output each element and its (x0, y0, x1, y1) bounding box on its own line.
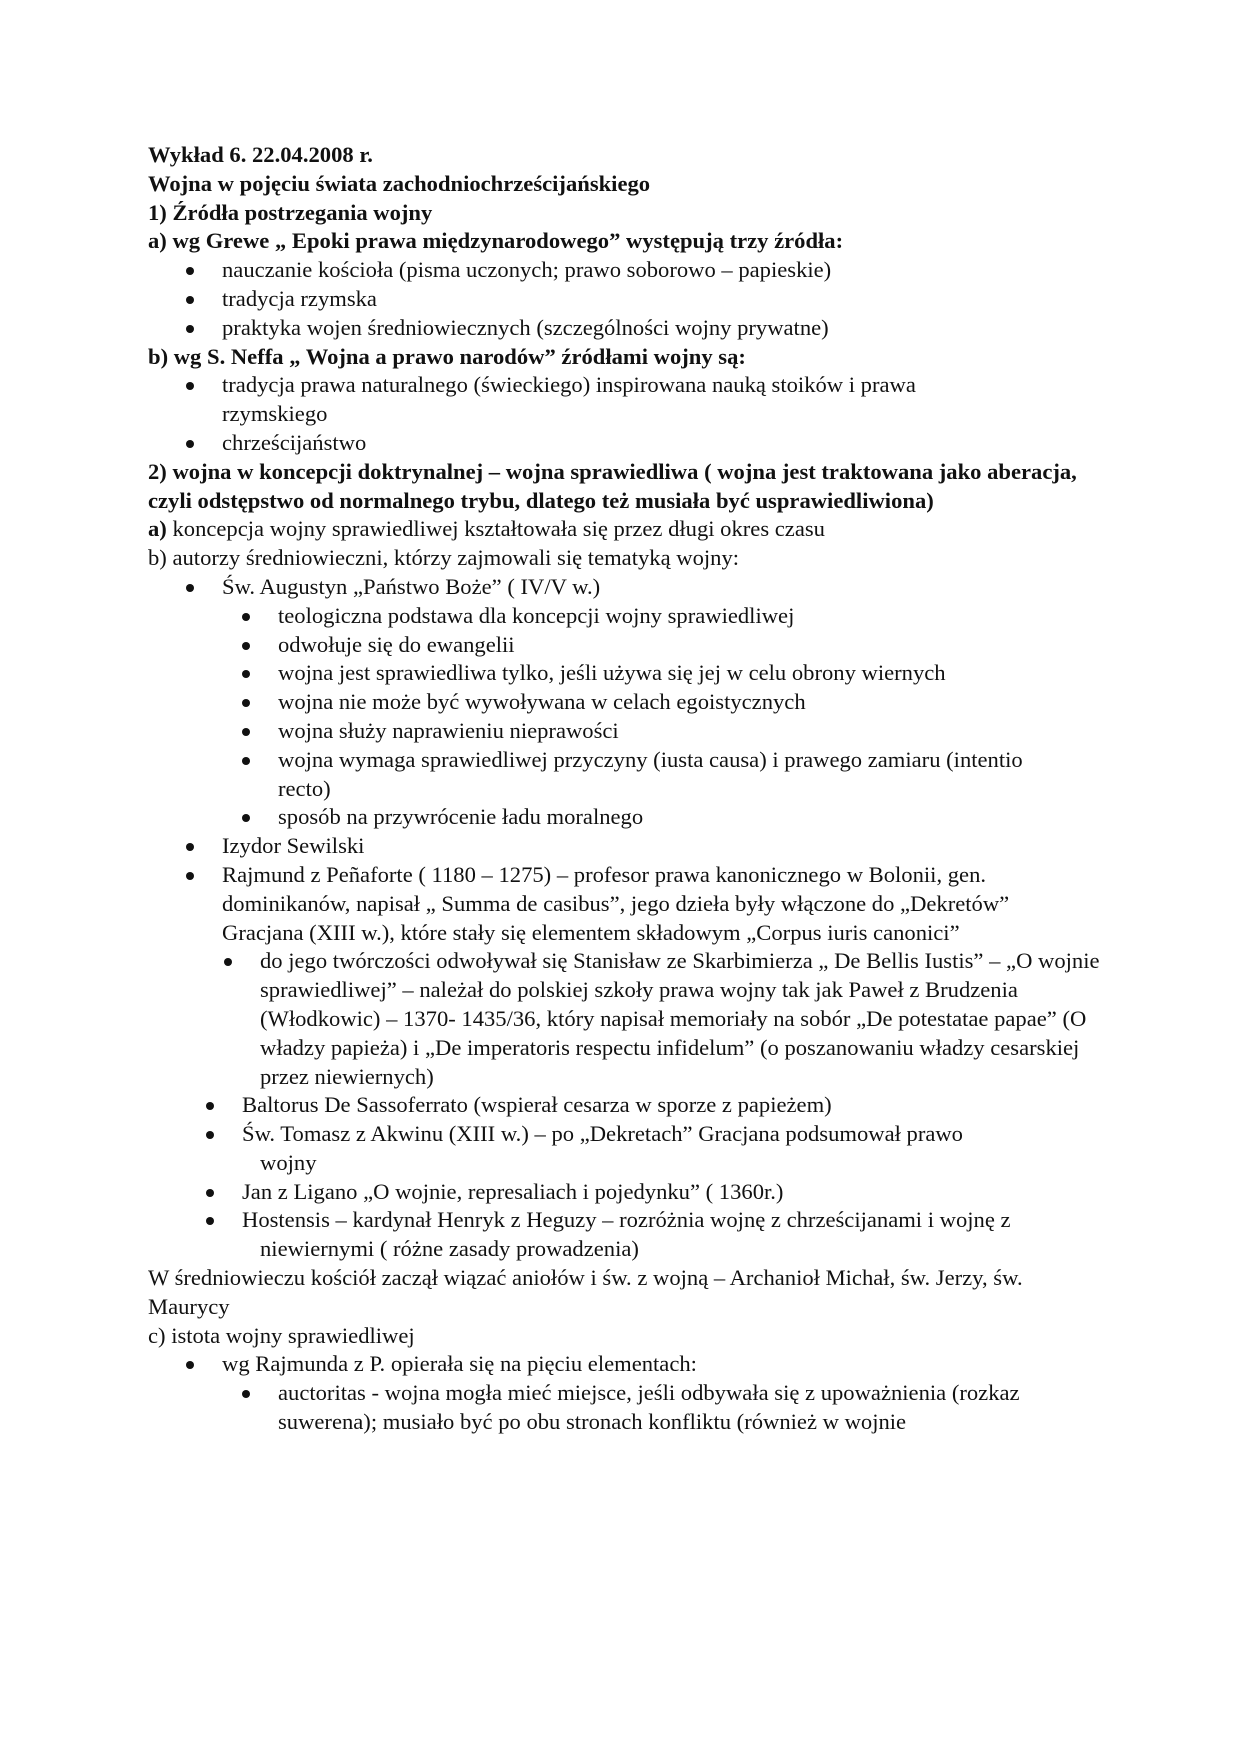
bullet-icon (242, 814, 250, 822)
list-item: wojna wymaga sprawiedliwej przyczyny (iusta causa) i prawego zamiaru (intentio recto) (148, 746, 1058, 804)
list-item-augustyn: Św. Augustyn „Państwo Boże” ( IV/V w.) (148, 573, 1088, 602)
list-item: Jan z Ligano „O wojnie, represaliach i pojedynku” ( 1360r.) (148, 1178, 1088, 1207)
list-item: wg Rajmunda z P. opierała się na pięciu elementach: (148, 1350, 1088, 1379)
bullet-icon (186, 584, 194, 592)
bullet-icon (242, 1390, 250, 1398)
bullet-icon (206, 1189, 214, 1197)
list-item: nauczanie kościoła (pisma uczonych; prawo soborowo – papieskie) (148, 256, 1100, 285)
list-item: teologiczna podstawa dla koncepcji wojny sprawiedliwej (148, 602, 1088, 631)
section-2c-text: c) istota wojny sprawiedliwej (148, 1322, 415, 1348)
section-2b-text: b) autorzy średniowieczni, którzy zajmowali się tematyką wojny: (148, 545, 740, 571)
bullet-icon (242, 670, 250, 678)
list-item-rajmund: Rajmund z Peñaforte ( 1180 – 1275) – profesor prawa kanonicznego w Bolonii, gen. dominikanów, napisał „ Summa de casibus”, jego dzieła były włączone do „Dekretów” Gracjana (XIII w.), które stały się elementem składowym „Corpus iuris canonici” (148, 861, 1088, 947)
augustyn-sublist (148, 602, 1088, 832)
section-2a-text: a) koncepcja wojny sprawiedliwej kształtowała się przez długi okres czasu (148, 516, 825, 542)
bullet-icon (186, 296, 194, 304)
list-item: wojna nie może być wywoływana w celach egoistycznych (148, 688, 1088, 717)
section-1a-heading: a) wg Grewe „ Epoki prawa międzynarodowego” występują trzy źródła: (148, 228, 844, 254)
bullet-icon (186, 872, 194, 880)
bullet-icon (186, 325, 194, 333)
bullet-icon (206, 1131, 214, 1139)
bullet-icon (186, 267, 194, 275)
lecture-subtitle: Wojna w pojęciu świata zachodniochrześcijańskiego (148, 170, 651, 196)
section-2c-sublist (148, 1379, 1088, 1437)
rajmund-sublist (148, 947, 1100, 1091)
list-item: do jego twórczości odwoływał się Stanisław ze Skarbimierza „ De Bellis Iustis” – „O wojnie sprawiedliwej” – należał do polskiej szkoły prawa wojny tak jak Paweł z Brudzenia (Włodkowic) – 1370- 1435/36, który napisał memoriały na sobór „De potestatae papae” (O władzy papieża) i „De imperatoris respectu infidelum” (o poszanowaniu władzy cesarskiej przez niewiernych) (148, 947, 1120, 1091)
section-1b-list (148, 371, 988, 457)
list-item: odwołuje się do ewangelii (148, 631, 1088, 660)
bullet-icon (186, 843, 194, 851)
list-item: Hostensis – kardynał Henryk z Heguzy – rozróżnia wojnę z chrześcijanami i wojnę z niewiernymi ( różne zasady prowadzenia) (148, 1206, 1088, 1264)
section-2c-list (148, 1350, 1088, 1436)
list-item: praktyka wojen średniowiecznych (szczególności wojny prywatne) (148, 314, 1100, 343)
lecture-title: Wykład 6. 22.04.2008 r. (148, 142, 373, 167)
section-1b-heading: b) wg S. Neffa „ Wojna a prawo narodów” źródłami wojny są: (148, 343, 746, 369)
list-item: wojna służy naprawieniu nieprawości (148, 717, 1088, 746)
authors-list (148, 573, 1100, 1264)
section-1a-list (148, 256, 1100, 342)
list-item-izydor: Izydor Sewilski (148, 832, 1088, 861)
list-item: Św. Tomasz z Akwinu (XIII w.) – po „Dekretach” Gracjana podsumował prawo wojny (148, 1120, 1088, 1178)
section-1-heading: 1) Źródła postrzegania wojny (148, 199, 433, 225)
list-item: tradycja rzymska (148, 285, 1100, 314)
bullet-icon (224, 958, 232, 966)
list-item: Baltorus De Sassoferrato (wspierał cesarza w sporze z papieżem) (148, 1091, 1088, 1120)
bullet-icon (242, 728, 250, 736)
section-2-heading: 2) wojna w koncepcji doktrynalnej – wojna sprawiedliwa ( wojna jest traktowana jako aberacja, czyli odstępstwo od normalnego trybu, dlatego też musiała być usprawiedliwiona) (148, 458, 1077, 513)
bullet-icon (242, 613, 250, 621)
list-item: tradycja prawa naturalnego (świeckiego) inspirowana nauką stoików i prawa rzymskiego (148, 371, 988, 429)
bullet-icon (242, 642, 250, 650)
bullet-icon (186, 440, 194, 448)
bullet-icon (242, 757, 250, 765)
bullet-icon (206, 1217, 214, 1225)
list-item: auctoritas - wojna mogła mieć miejsce, jeśli odbywała się z upoważnienia (rozkaz suwerena); musiało być po obu stronach konfliktu (również w wojnie (148, 1379, 1088, 1437)
angels-paragraph: W średniowieczu kościół zaczął wiązać aniołów i św. z wojną – Archanioł Michał, św. Jerzy, św. Maurycy (148, 1265, 1023, 1319)
list-item: wojna jest sprawiedliwa tylko, jeśli używa się jej w celu obrony wiernych (148, 659, 1088, 688)
bullet-icon (186, 1361, 194, 1369)
bullet-icon (242, 699, 250, 707)
bullet-icon (186, 382, 194, 390)
bullet-icon (206, 1102, 214, 1110)
list-item: sposób na przywrócenie ładu moralnego (148, 803, 1088, 832)
list-item: chrześcijaństwo (148, 429, 988, 458)
